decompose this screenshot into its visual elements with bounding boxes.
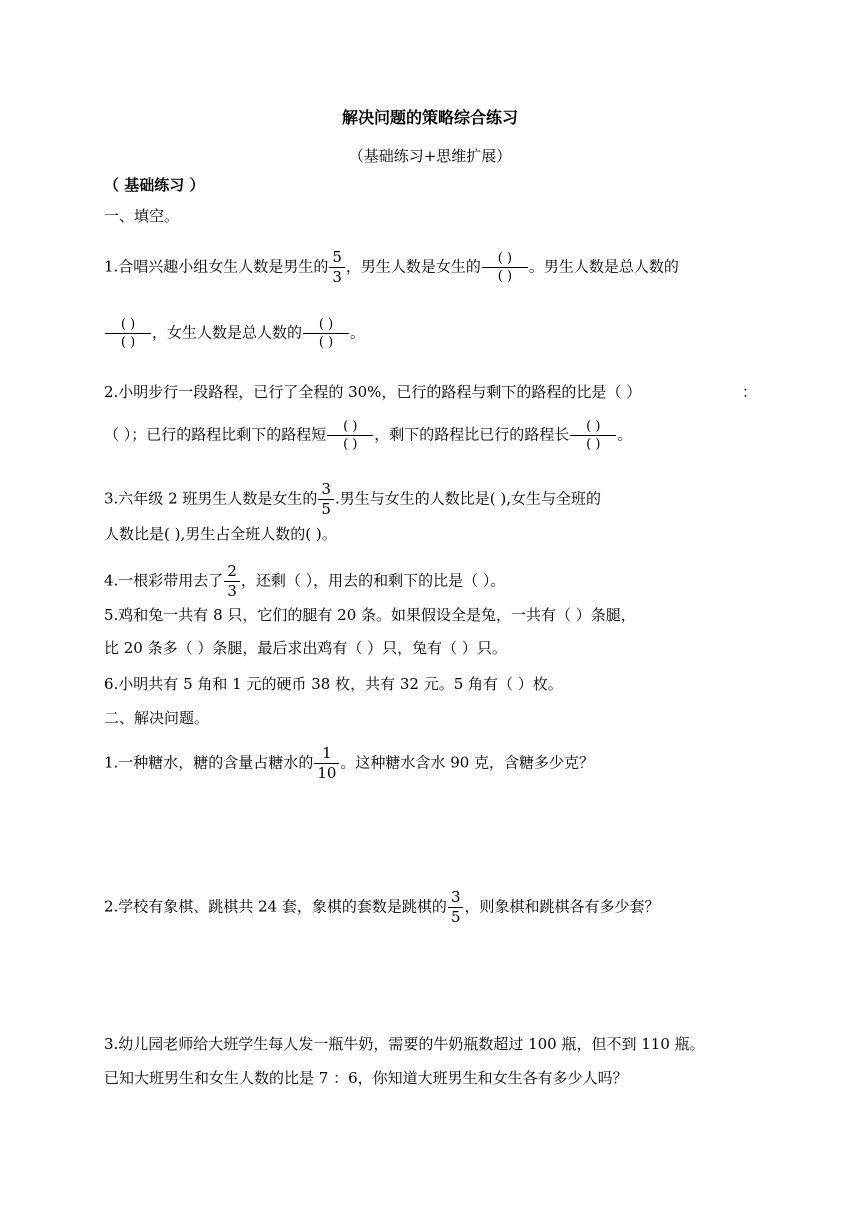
blank-fraction[interactable]: $\frac{( )}{( )}$ (105, 318, 151, 349)
fraction-1-10: $\frac{1}{10}$ (314, 746, 339, 781)
question-1-line-2: $\frac{( )}{( )}$ ，女生人数是总人数的 $\frac{( )}{( )}$ 。 (104, 318, 365, 349)
fraction-3-5: $\frac{3}{5}$ (448, 890, 464, 925)
section-basic-label: （ 基础练习 ） (104, 176, 205, 194)
question-5-line-2: 比 20 条多（ ）条腿，最后求出鸡有（ ）只，兔有（ ）只。 (104, 639, 507, 657)
fraction-5-3: $\frac{5}{3}$ (329, 250, 345, 285)
question-2-line-2: （ ）；已行的路程比剩下的路程短 $\frac{( )}{( )}$ ，剩下的路程比已行的路程长 $\frac{( )}{( )}$ 。 (104, 419, 633, 452)
blank-fraction[interactable]: $\frac{( )}{( )}$ (303, 318, 349, 349)
question-2-line-1: 2.小明步行一段路程，已行了全程的 30%，已行的路程与剩下的路程的比是（ ） (104, 383, 642, 401)
fraction-3-5: $\frac{3}{5}$ (318, 482, 334, 517)
question-6: 6.小明共有 5 角和 1 元的硬币 38 枚，共有 32 元。5 角有（ ）枚。 (104, 675, 563, 693)
question-3-line-1: 3.六年级 2 班男生人数是女生的 $\frac{3}{5}$ .男生与女生的人数比是( ),女生与全班的 (104, 480, 601, 518)
blank-fraction[interactable]: $\frac{( )}{( )}$ (570, 420, 616, 451)
question-5-line-1: 5.鸡和兔一共有 8 只，它们的腿有 20 条。如果假设全是兔，一共有（ ）条腿， (104, 606, 636, 624)
blank-fraction[interactable]: $\frac{( )}{( )}$ (327, 420, 373, 451)
part1-heading: 一、填空。 (104, 207, 180, 225)
blank-fraction[interactable]: $\frac{( )}{( )}$ (482, 252, 528, 283)
answer-blank[interactable]: （ ） (104, 425, 132, 444)
part2-heading: 二、解决问题。 (104, 709, 210, 727)
answer-blank[interactable]: （ ） (606, 383, 642, 401)
problem-3-line-1: 3.幼儿园老师给大班学生每人发一瓶牛奶，需要的牛奶瓶数超过 100 瓶，但不到 110 瓶。 (104, 1035, 705, 1053)
question-3-line-2: 人数比是( ),男生占全班人数的( )。 (104, 525, 337, 543)
problem-1: 1.一种糖水，糖的含量占糖水的 $\frac{1}{10}$ 。这种糖水含水 90 克，含糖多少克？ (104, 744, 595, 782)
problem-3-line-2: 已知大班男生和女生人数的比是 7 ：6，你知道大班男生和女生各有多少人吗？ (104, 1069, 628, 1087)
problem-2: 2.学校有象棋、跳棋共 24 套，象棋的套数是跳棋的 $\frac{3}{5}$ ，则象棋和跳棋各有多少套？ (104, 888, 660, 926)
colon-sign: ： (742, 383, 758, 401)
page-subtitle: （基础练习+思维扩展） (348, 147, 512, 165)
fraction-2-3: $\frac{2}{3}$ (224, 564, 240, 599)
page-title: 解决问题的策略综合练习 (341, 108, 518, 127)
question-4: 4.一根彩带用去了 $\frac{2}{3}$ ，还剩（ ），用去的和剩下的比是（ ）。 (104, 562, 506, 600)
question-1-line-1: 1.合唱兴趣小组女生人数是男生的 $\frac{5}{3}$ ，男生人数是女生的 $\frac{( )}{( )}$ 。男生人数是总人数的 (104, 248, 679, 286)
